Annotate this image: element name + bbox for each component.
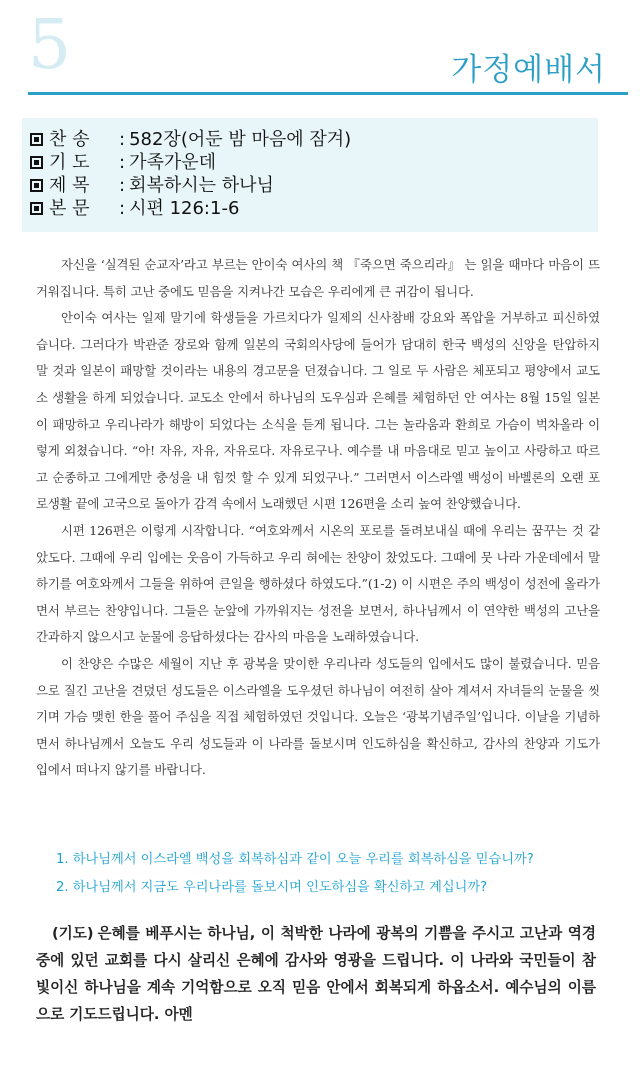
worship-order-box xyxy=(22,118,598,232)
question-item: 2. 하나님께서 지금도 우리나라를 돌보시며 인도하심을 확신하고 계십니까? xyxy=(56,880,488,895)
order-value: 가족가운데 xyxy=(129,152,217,173)
order-label: 본 문 xyxy=(49,198,90,219)
square-bullet-icon xyxy=(30,156,43,169)
order-value: 582장(어둔 밤 마음에 잠겨) xyxy=(129,129,352,150)
order-row-scripture xyxy=(30,197,598,220)
body-paragraph: 이 찬양은 수많은 세월이 지난 후 광복을 맞이한 우리나라 성도들의 입에서도 많이 불렸습니다. 믿음으로 질긴 고난을 견뎠던 성도들은 이스라엘을 도우셨던 하나님이 여전히 살아 계셔서 자녀들의 눈물을 씻기며 가슴 맺힌 한을 풀어 주심을 직접 체험하였던 것입니다. 오늘은 ‘광복기념주일’입니다. 이날을 기념하면서 하나님께서 오늘도 우리 성도들과 이 나라를 돌보시며 인도하심을 확신하고, 감사의 찬양과 기도가 입에서 떠나지 않기를 바랍니다. xyxy=(36,655,600,778)
sermon-body xyxy=(36,252,600,784)
square-bullet-icon xyxy=(30,133,43,146)
order-separator: : xyxy=(119,198,126,219)
square-bullet-icon xyxy=(30,202,43,215)
order-label: 찬 송 xyxy=(49,129,90,150)
prayer-label: (기도) xyxy=(52,925,94,942)
page-number: 5 xyxy=(28,6,72,85)
order-row-hymn xyxy=(30,128,598,151)
question-item: 1. 하나님께서 이스라엘 백성을 회복하심과 같이 오늘 우리를 회복하심을 믿습니까? xyxy=(56,852,534,867)
order-label: 기 도 xyxy=(49,152,90,173)
order-label: 제 목 xyxy=(49,175,90,196)
order-row-prayer xyxy=(30,151,598,174)
order-separator: : xyxy=(119,129,126,150)
order-separator: : xyxy=(119,175,126,196)
body-paragraph: 안이숙 여사는 일제 말기에 학생들을 가르치다가 일제의 신사참배 강요와 폭압을 거부하고 피신하였습니다. 그러다가 박관준 장로와 함께 일본의 국회의사당에 들어가 담대히 한국 백성의 신앙을 탄압하지 말 것과 일본이 패망할 것이라는 내용의 경고문을 던졌습니다. 그 일로 두 사람은 체포되고 평양에서 교도소 생활을 하게 되었습니다. 교도소 안에서 하나님의 도우심과 은혜를 체험하던 안 여사는 8월 15일 일본이 패망하고 우리나라가 해방이 되었다는 소식을 듣게 됩니다. 그는 놀라움과 환희로 가슴이 벅차올라 이렇게 외쳤습니다. “아! 자유, 자유, 자유로다. 자유로구나. 예수를 내 마음대로 믿고 높이고 사랑하고 따르고 순종하고 그에게만 충성을 내 힘껏 할 수 있게 되었구나.” 그러면서 이스라엘 백성이 바벨론의 오랜 포로생활 끝에 고국으로 돌아가 감격 속에서 노래했던 시편 126편을 소리 높여 찬양했습니다. xyxy=(36,310,600,512)
order-row-topic xyxy=(30,174,598,197)
body-paragraph: 시편 126편은 이렇게 시작합니다. “여호와께서 시온의 포로를 돌려보내실 때에 우리는 꿈꾸는 것 같았도다. 그때에 우리 입에는 웃음이 가득하고 우리 혀에는 찬양이 찼었도다. 그때에 뭇 나라 가운데에서 말하기를 여호와께서 그들을 위하여 큰일을 행하셨다 하였도다.”(1-2) 이 시편은 주의 백성이 성전에 올라가면서 부르는 찬양입니다. 그들은 눈앞에 가까워지는 성전을 보면서, 하나님께서 이 연약한 백성의 고난을 간과하지 않으시고 눈물에 응답하셨다는 감사의 마음을 노래하였습니다. xyxy=(36,522,600,645)
closing-prayer xyxy=(36,920,596,1028)
order-value: 회복하시는 하나님 xyxy=(129,175,274,196)
square-bullet-icon xyxy=(30,179,43,192)
body-paragraph: 자신을 ‘실격된 순교자’라고 부르는 안이숙 여사의 책 『죽으면 죽으리라』 는 읽을 때마다 마음이 뜨거워집니다. 특히 고난 중에도 믿음을 지켜나간 모습은 우리에게 큰 귀감이 됩니다. xyxy=(36,257,600,299)
page-title: 가정예배서 xyxy=(451,52,606,88)
title-divider xyxy=(28,92,628,95)
discussion-questions xyxy=(56,846,616,902)
prayer-text: 은혜를 베푸시는 하나님, 이 척박한 나라에 광복의 기쁨을 주시고 고난과 역경 중에 있던 교회를 다시 살리신 은혜에 감사와 영광을 드립니다. 이 나라와 국민들이 참 빛이신 하나님을 계속 기억함으로 오직 믿음 안에서 회복되게 하옵소서. 예수님의 이름으로 기도드립니다. 아멘 xyxy=(36,925,596,1023)
order-value: 시편 126:1-6 xyxy=(129,198,240,219)
order-separator: : xyxy=(119,152,126,173)
